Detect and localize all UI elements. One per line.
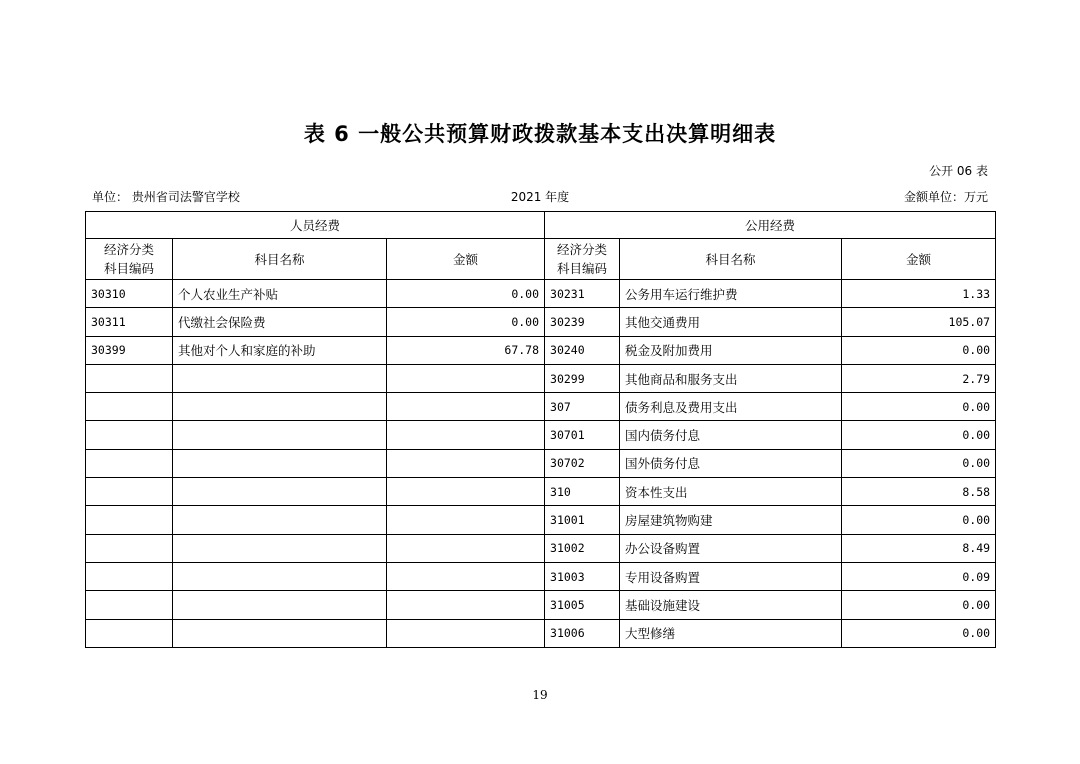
cell-right-code: 31001 [545,506,620,534]
cell-left-name [173,591,387,619]
cell-left-code [86,619,173,647]
table-row [86,619,996,647]
cell-right-code: 30299 [545,364,620,392]
cell-right-amount: 105.07 [842,308,996,336]
cell-left-amount: 0.00 [387,280,545,308]
cell-right-code: 30702 [545,449,620,477]
cell-left-code: 30310 [86,280,173,308]
cell-left-amount [387,449,545,477]
cell-left-name [173,478,387,506]
table-row [86,449,996,477]
table-row [86,308,996,336]
cell-left-name: 代缴社会保险费 [173,308,387,336]
cell-left-code: 30399 [86,336,173,364]
cell-right-code: 31002 [545,534,620,562]
cell-left-name [173,449,387,477]
cell-right-name: 办公设备购置 [620,534,842,562]
cell-right-amount: 0.00 [842,421,996,449]
cell-right-name: 资本性支出 [620,478,842,506]
cell-left-name [173,506,387,534]
cell-left-name: 其他对个人和家庭的补助 [173,336,387,364]
money-unit: 金额单位：万元 [903,190,988,204]
cell-right-name: 公务用车运行维护费 [620,280,842,308]
table-row [86,393,996,421]
cell-right-name: 其他商品和服务支出 [620,364,842,392]
cell-right-code: 31003 [545,562,620,590]
table-row [86,280,996,308]
cell-left-name [173,393,387,421]
table-row [86,534,996,562]
table-row [86,506,996,534]
cell-right-amount: 0.00 [842,336,996,364]
fiscal-year: 2021 年度 [510,190,570,204]
cell-left-amount: 0.00 [387,308,545,336]
cell-left-code [86,364,173,392]
column-header-name-left: 科目名称 [173,239,387,280]
table-row [86,478,996,506]
table-row [86,364,996,392]
cell-right-code: 31006 [545,619,620,647]
cell-right-code: 30240 [545,336,620,364]
cell-left-amount [387,562,545,590]
table-row [86,591,996,619]
cell-left-amount [387,534,545,562]
cell-right-code: 31005 [545,591,620,619]
cell-right-name: 专用设备购置 [620,562,842,590]
cell-right-name: 国内债务付息 [620,421,842,449]
expenditure-table [85,211,996,648]
cell-left-code [86,534,173,562]
cell-right-code: 30701 [545,421,620,449]
cell-left-code [86,591,173,619]
cell-right-amount: 0.00 [842,506,996,534]
cell-right-name: 税金及附加费用 [620,336,842,364]
cell-right-amount: 0.00 [842,393,996,421]
cell-left-amount [387,478,545,506]
cell-left-name [173,534,387,562]
cell-right-name: 基础设施建设 [620,591,842,619]
form-number: 公开 06 表 [929,164,988,178]
table-row [86,562,996,590]
group-header-public: 公用经费 [545,212,996,239]
cell-left-amount [387,393,545,421]
cell-right-amount: 0.00 [842,591,996,619]
page-title: 表 6 一般公共预算财政拨款基本支出决算明细表 [303,122,777,146]
cell-left-code [86,421,173,449]
cell-left-code: 30311 [86,308,173,336]
group-header-personnel: 人员经费 [86,212,545,239]
cell-right-name: 房屋建筑物购建 [620,506,842,534]
column-header-amount-right: 金额 [842,239,996,280]
column-header-code-left: 经济分类 科目编码 [86,239,173,280]
cell-left-name [173,364,387,392]
cell-right-amount: 2.79 [842,364,996,392]
cell-left-name: 个人农业生产补贴 [173,280,387,308]
cell-left-amount [387,591,545,619]
cell-left-amount [387,421,545,449]
unit-label: 单位： 贵州省司法警官学校 [92,190,240,204]
column-header-amount-left: 金额 [387,239,545,280]
cell-right-amount: 1.33 [842,280,996,308]
cell-left-code [86,562,173,590]
cell-left-name [173,421,387,449]
table-row [86,421,996,449]
cell-right-amount: 8.49 [842,534,996,562]
cell-left-amount [387,506,545,534]
cell-left-code [86,393,173,421]
cell-right-amount: 8.58 [842,478,996,506]
cell-left-amount: 67.78 [387,336,545,364]
cell-left-code [86,449,173,477]
cell-right-name: 债务利息及费用支出 [620,393,842,421]
column-header-code-right: 经济分类 科目编码 [545,239,620,280]
cell-left-name [173,562,387,590]
page-number: 19 [532,688,548,702]
column-header-name-right: 科目名称 [620,239,842,280]
table-row [86,336,996,364]
cell-right-code: 30231 [545,280,620,308]
cell-left-code [86,478,173,506]
cell-right-amount: 0.00 [842,449,996,477]
cell-left-name [173,619,387,647]
cell-left-code [86,506,173,534]
cell-right-amount: 0.09 [842,562,996,590]
cell-right-name: 其他交通费用 [620,308,842,336]
cell-left-amount [387,364,545,392]
cell-right-name: 大型修缮 [620,619,842,647]
cell-right-name: 国外债务付息 [620,449,842,477]
cell-right-code: 30239 [545,308,620,336]
cell-right-amount: 0.00 [842,619,996,647]
cell-right-code: 307 [545,393,620,421]
cell-left-amount [387,619,545,647]
cell-right-code: 310 [545,478,620,506]
